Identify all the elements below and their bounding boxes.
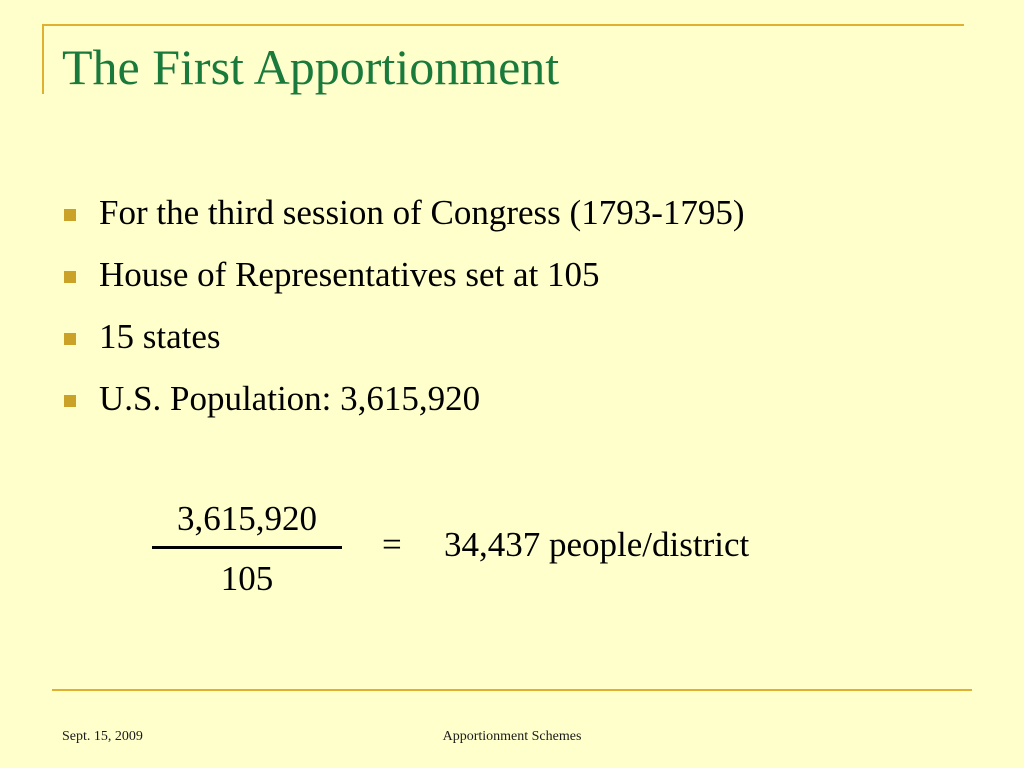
left-accent-rule: [42, 24, 44, 94]
fraction-numerator: 3,615,920: [177, 499, 317, 538]
footer-rule: [52, 689, 972, 691]
top-accent-rule: [42, 24, 964, 26]
bullet-item: [64, 312, 745, 374]
bullet-text: House of Representatives set at 105: [99, 255, 600, 294]
equals-sign: =: [382, 525, 402, 564]
square-bullet-icon: [64, 333, 76, 345]
slide-title: The First Apportionment: [62, 39, 560, 95]
square-bullet-icon: [64, 209, 76, 221]
square-bullet-icon: [64, 395, 76, 407]
footer-date: Sept. 15, 2009: [62, 729, 143, 744]
equation-result: 34,437 people/district: [444, 525, 750, 564]
fraction-bar: [152, 546, 342, 549]
bullet-item: [64, 374, 745, 436]
bullet-text: For the third session of Congress (1793-1795): [99, 193, 745, 232]
bullet-text: U.S. Population: 3,615,920: [99, 379, 481, 418]
fraction: [152, 496, 342, 606]
bullet-item: [64, 188, 745, 250]
fraction-denominator: 105: [220, 559, 274, 598]
footer-title: Apportionment Schemes: [442, 729, 582, 744]
bullet-text: 15 states: [99, 317, 221, 356]
bullet-list: [64, 188, 745, 436]
square-bullet-icon: [64, 271, 76, 283]
bullet-item: [64, 250, 745, 312]
